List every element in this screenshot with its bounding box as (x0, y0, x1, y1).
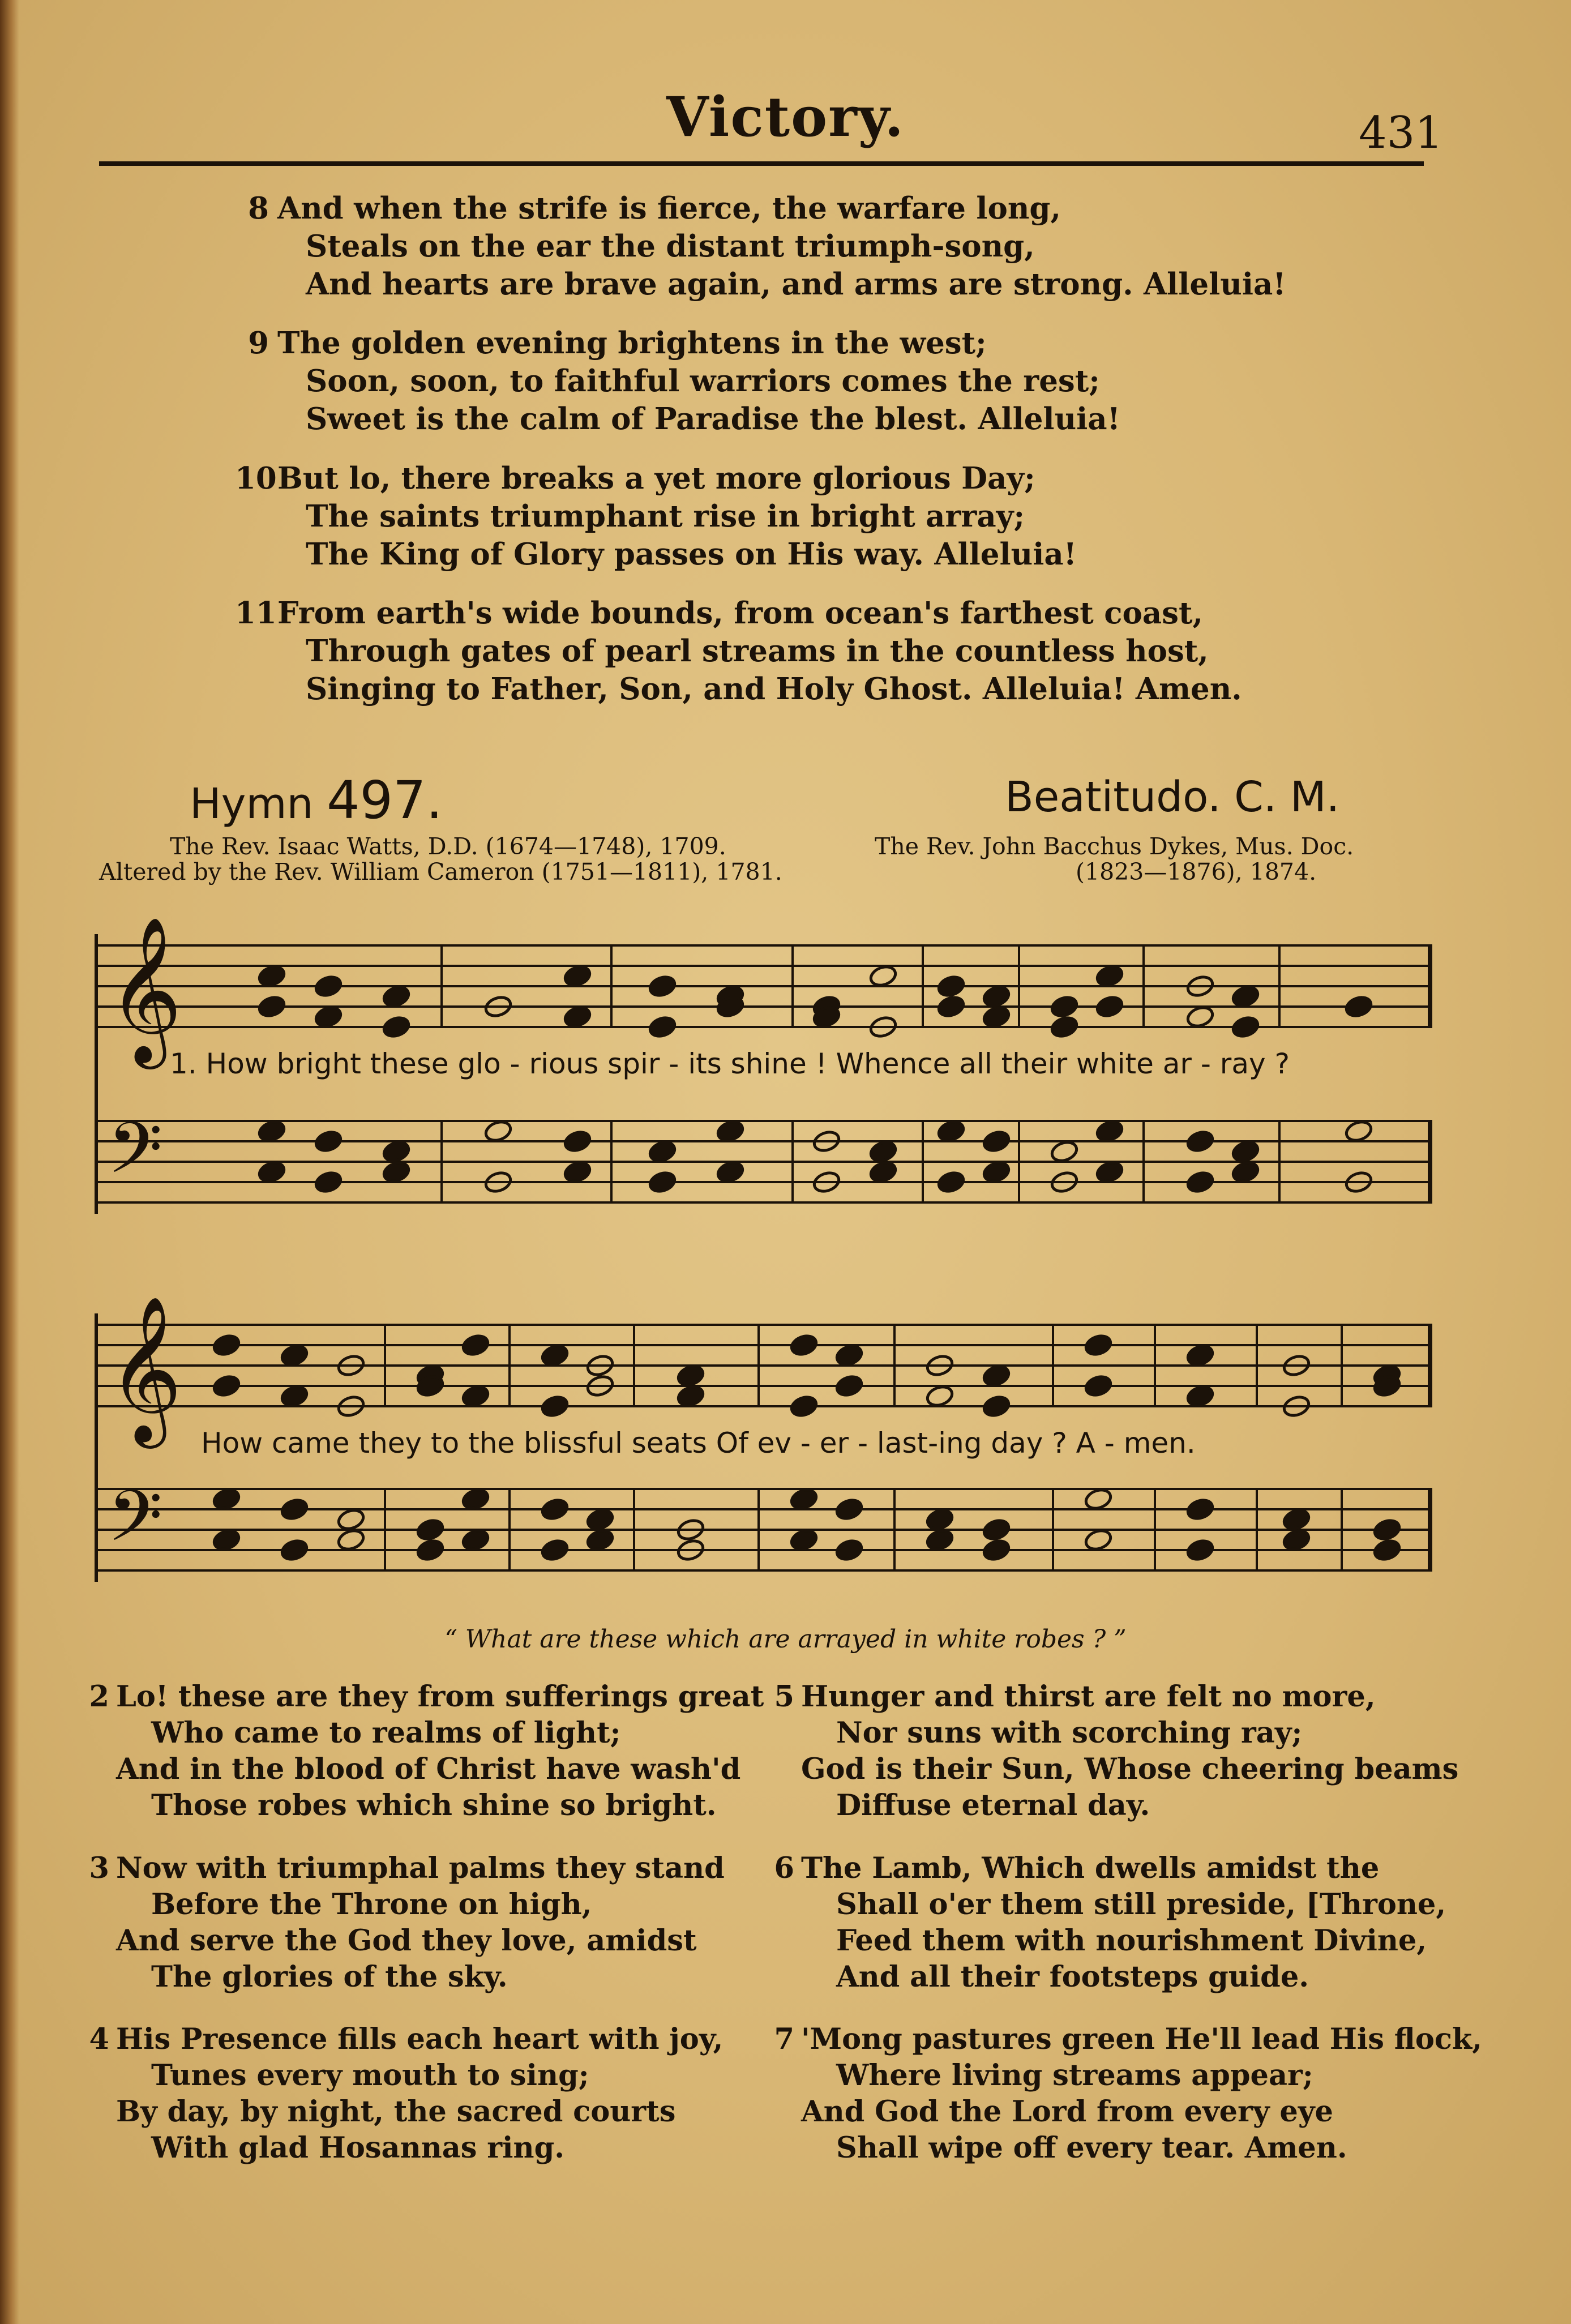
note-head (336, 1527, 366, 1552)
verse-line: Lo! these are they from sufferings great (116, 1680, 764, 1714)
verse-line: Sweet is the calm of Paradise the blest. Alleluia! (306, 401, 1120, 436)
note-head (1372, 1538, 1402, 1563)
note-head (585, 1527, 615, 1552)
note-head (1185, 1170, 1215, 1195)
verse-line: And when the strife is fierce, the warfare long, (277, 191, 1061, 226)
hymn-number-value: 497. (326, 770, 443, 831)
note-head (982, 1363, 1011, 1388)
note-head (789, 1394, 819, 1419)
note-head (540, 1343, 570, 1368)
verse-number: 7 (774, 2022, 794, 2056)
lyric-line-1: 1. How bright these glo - rious spir - its shine ! Whence all their white ar - ray ? (170, 1047, 1290, 1080)
note-head (1185, 1538, 1215, 1563)
note-head (1231, 1139, 1260, 1164)
verse-line: Where living streams appear; (836, 2058, 1313, 2092)
verse-2 (89, 1679, 764, 1824)
note-head (1050, 1015, 1079, 1039)
hymn-label: Hymn (190, 780, 314, 828)
note-head (280, 1497, 309, 1522)
music-credit-dates: (1823—1876), 1874. (1076, 858, 1317, 885)
verse-line: Before the Throne on high, (151, 1888, 592, 1921)
note-head (336, 1507, 366, 1532)
verse-number: 4 (89, 2022, 109, 2056)
note-head (1050, 1139, 1079, 1164)
note-head (834, 1343, 864, 1368)
note-head (1185, 1384, 1215, 1409)
note-head (212, 1487, 241, 1512)
note-head (1084, 1527, 1113, 1552)
bass-clef-icon: 𝄢 (108, 1107, 163, 1207)
note-head (676, 1384, 705, 1409)
note-head (461, 1487, 490, 1512)
note-head (716, 1159, 745, 1184)
verse-number: 5 (774, 1680, 794, 1714)
note-head (648, 974, 677, 999)
verse-number: 10 (235, 461, 277, 496)
verse-line: But lo, there breaks a yet more glorious Day; (277, 461, 1035, 496)
note-head (1084, 1487, 1113, 1512)
note-head (1084, 1373, 1113, 1398)
verse-8 (248, 190, 1466, 303)
note-head (982, 1004, 1011, 1029)
note-head (834, 1373, 864, 1398)
note-head (676, 1363, 705, 1388)
note-head (936, 994, 966, 1019)
verse-line: Who came to realms of light; (151, 1716, 621, 1750)
note-head (382, 1139, 411, 1164)
page-number: 431 (1359, 108, 1443, 159)
note-head (540, 1497, 570, 1522)
verse-line: The Lamb, Which dwells amidst the (801, 1851, 1380, 1885)
note-head (789, 1527, 819, 1552)
verse-line: Shall wipe off every tear. Amen. (836, 2131, 1347, 2165)
note-head (314, 1004, 343, 1029)
note-head (925, 1384, 954, 1409)
note-head (461, 1333, 490, 1358)
verse-line: The saints triumphant rise in bright array; (306, 499, 1025, 534)
verse-line: Diffuse eternal day. (836, 1788, 1150, 1822)
note-head (1282, 1507, 1311, 1532)
note-head (280, 1343, 309, 1368)
words-credit-alteration: Altered by the Rev. William Cameron (1751—1811), 1781. (99, 858, 782, 885)
verse-line: And all their footsteps guide. (836, 1960, 1309, 1994)
note-head (416, 1517, 445, 1542)
note-head (314, 1129, 343, 1154)
note-head (212, 1373, 241, 1398)
note-head (1095, 1159, 1124, 1184)
words-credit: The Rev. Isaac Watts, D.D. (1674—1748), 1709. (170, 833, 726, 860)
verse-number: 11 (235, 596, 277, 631)
note-head (212, 1333, 241, 1358)
verse-line: Tunes every mouth to sing; (151, 2058, 589, 2092)
verse-number: 3 (89, 1851, 109, 1885)
hymn-number (190, 770, 443, 831)
note-head (982, 1394, 1011, 1419)
verse-line: Soon, soon, to faithful warriors comes the rest; (306, 363, 1100, 399)
verse-6 (774, 1850, 1446, 1995)
note-head (982, 1517, 1011, 1542)
verse-number: 8 (248, 191, 269, 226)
verse-line: 'Mong pastures green He'll lead His flock, (801, 2022, 1482, 2056)
note-head (1095, 964, 1124, 988)
verse-line: Now with triumphal palms they stand (116, 1851, 725, 1885)
verse-line: And hearts are brave again, and arms are strong. Alleluia! (306, 267, 1286, 302)
verse-line: Feed them with nourishment Divine, (836, 1924, 1427, 1958)
note-head (540, 1538, 570, 1563)
verse-line: By day, by night, the sacred courts (116, 2095, 676, 2129)
verse-number: 2 (89, 1680, 109, 1714)
note-head (1185, 1004, 1215, 1029)
note-head (416, 1538, 445, 1563)
verse-line: Hunger and thirst are felt no more, (801, 1680, 1376, 1714)
note-head (1095, 994, 1124, 1019)
note-head (540, 1394, 570, 1419)
verse-number: 9 (248, 326, 269, 361)
verse-line: And in the blood of Christ have wash'd (116, 1752, 741, 1786)
note-head (925, 1527, 954, 1552)
note-head (648, 1139, 677, 1164)
scripture-caption: “ What are these which are arrayed in white robes ? ” (444, 1625, 1127, 1654)
note-head (1095, 1119, 1124, 1144)
note-head (982, 1538, 1011, 1563)
running-head: Victory. (666, 85, 905, 149)
treble-clef-icon: 𝄞 (108, 915, 182, 1063)
note-head (1084, 1333, 1113, 1358)
note-head (257, 1159, 286, 1184)
note-head (461, 1384, 490, 1409)
note-head (1282, 1527, 1311, 1552)
note-head (1185, 1129, 1215, 1154)
note-head (1344, 994, 1373, 1019)
page-edge (0, 0, 19, 2324)
verse-line: And God the Lord from every eye (801, 2095, 1333, 2129)
note-head (563, 1159, 592, 1184)
note-head (280, 1384, 309, 1409)
verse-line: From earth's wide bounds, from ocean's farthest coast, (277, 596, 1203, 631)
verse-9 (248, 324, 1466, 438)
verse-line: Nor suns with scorching ray; (836, 1716, 1303, 1750)
note-head (982, 1159, 1011, 1184)
note-head (382, 1159, 411, 1184)
note-head (925, 1507, 954, 1532)
note-head (314, 1170, 343, 1195)
verse-line: The golden evening brightens in the west; (277, 326, 987, 361)
note-head (585, 1507, 615, 1532)
note-head (1231, 1015, 1260, 1039)
verse-line: With glad Hosannas ring. (151, 2131, 565, 2165)
note-head (382, 1015, 411, 1039)
note-head (257, 994, 286, 1019)
note-head (382, 984, 411, 1009)
note-head (1185, 1497, 1215, 1522)
verse-number: 6 (774, 1851, 794, 1885)
note-head (483, 1119, 513, 1144)
tune-name: Beatitudo. C. M. (1005, 773, 1340, 821)
note-head (563, 964, 592, 988)
verse-7 (774, 2021, 1482, 2166)
verse-line: The King of Glory passes on His way. Alleluia! (306, 537, 1077, 572)
verse-4 (89, 2021, 724, 2166)
note-head (982, 984, 1011, 1009)
verse-line: Those robes which shine so bright. (151, 1788, 717, 1822)
header-rule (99, 161, 1424, 166)
verse-line: Shall o'er them still preside, [Throne, (836, 1888, 1446, 1921)
verse-line: Singing to Father, Son, and Holy Ghost. Alleluia! Amen. (306, 671, 1242, 707)
note-head (982, 1129, 1011, 1154)
note-head (314, 974, 343, 999)
verse-5 (774, 1679, 1459, 1824)
note-head (257, 1119, 286, 1144)
note-head (789, 1333, 819, 1358)
note-head (834, 1497, 864, 1522)
verse-line: Through gates of pearl streams in the countless host, (306, 634, 1209, 669)
note-head (936, 1119, 966, 1144)
note-head (716, 1119, 745, 1144)
verse-line: Steals on the ear the distant triumph-song, (306, 229, 1035, 264)
note-head (648, 1015, 677, 1039)
note-head (789, 1487, 819, 1512)
note-head (563, 1129, 592, 1154)
note-head (1344, 1119, 1373, 1144)
note-head (834, 1538, 864, 1563)
note-head (461, 1527, 490, 1552)
note-head (868, 1159, 898, 1184)
note-head (936, 1170, 966, 1195)
verse-line: The glories of the sky. (151, 1960, 508, 1994)
music-credit: The Rev. John Bacchus Dykes, Mus. Doc. (875, 833, 1354, 860)
lyric-line-2: How came they to the blissful seats Of ev - er - last-ing day ? A - men. (201, 1427, 1196, 1460)
note-head (212, 1527, 241, 1552)
treble-clef-icon: 𝄞 (108, 1295, 182, 1442)
note-head (1185, 1343, 1215, 1368)
note-head (868, 964, 898, 988)
verse-line: His Presence fills each heart with joy, (116, 2022, 724, 2056)
verse-10 (235, 460, 1466, 573)
verse-line: And serve the God they love, amidst (116, 1924, 697, 1958)
verse-11 (235, 594, 1466, 708)
note-head (563, 1004, 592, 1029)
note-head (1231, 1159, 1260, 1184)
note-head (1372, 1517, 1402, 1542)
note-head (648, 1170, 677, 1195)
note-head (936, 974, 966, 999)
note-head (1231, 984, 1260, 1009)
verse-line: God is their Sun, Whose cheering beams (801, 1752, 1459, 1786)
note-head (280, 1538, 309, 1563)
note-head (1050, 994, 1079, 1019)
verse-3 (89, 1850, 725, 1995)
note-head (868, 1139, 898, 1164)
note-head (257, 964, 286, 988)
bass-clef-icon: 𝄢 (108, 1475, 163, 1575)
